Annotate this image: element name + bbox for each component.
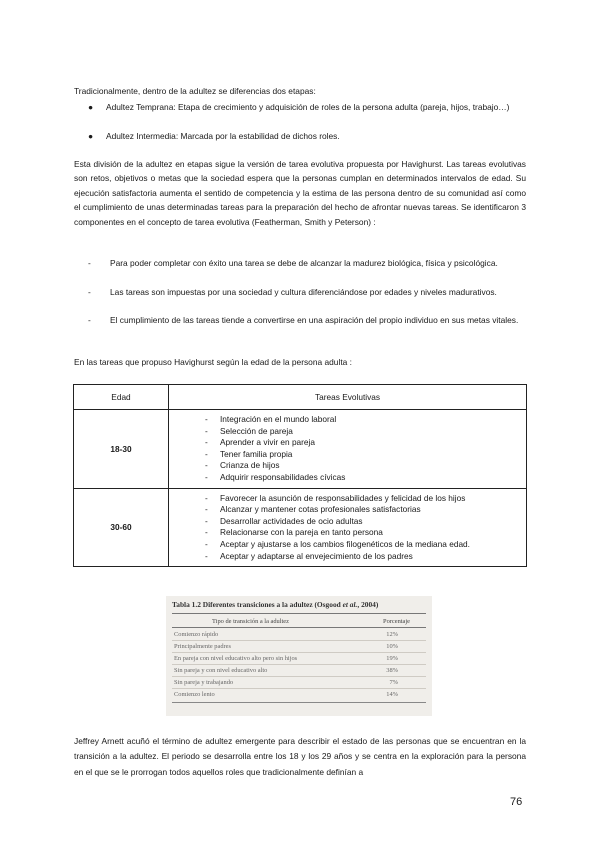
list-item: - Integración en el mundo laboral (205, 414, 526, 426)
tareas-list (169, 414, 526, 484)
list-item: - Relacionarse con la pareja en tanto persona (205, 527, 526, 539)
osgood-caption: Tabla 1.2 Diferentes transiciones a la adultez (Osgood et al., 2004) (172, 600, 379, 609)
tareas-cell (169, 410, 527, 489)
header-tareas: Tareas Evolutivas (169, 385, 527, 410)
tareas-cell (169, 488, 527, 567)
table-row: Comienzo lento 14% (174, 691, 398, 698)
list-item: - Alcanzar y mantener cotas profesionales satisfactorias (205, 504, 526, 516)
etapa-item (88, 129, 526, 143)
list-item: - Aceptar y ajustarse a los cambios filogenéticos de la mediana edad. (205, 539, 526, 551)
etapa-item (88, 100, 526, 114)
intro-text: Tradicionalmente, dentro de la adultez se diferencias dos etapas: (74, 86, 316, 96)
table-row: En pareja con nivel educativo alto pero sin hijos 19% (172, 653, 426, 665)
divider (172, 702, 426, 703)
tareas-list (169, 493, 526, 563)
edad-cell: 18-30 (74, 410, 169, 489)
component-item (88, 313, 526, 327)
osgood-table-image (166, 596, 432, 716)
table-row (74, 410, 527, 489)
edad-cell: 30-60 (74, 488, 169, 567)
divider (172, 613, 426, 614)
list-item: - Aceptar y adaptarse al envejecimiento de los padres (205, 551, 526, 563)
havighurst-paragraph: Esta división de la adultez en etapas sigue la versión de tarea evolutiva propuesta por Havighurst. Las tareas evolutivas son retos, objetivos o metas que la sociedad espera que la personas cumplan en determinados intervalos de edad. Su ejecución satisfactoria aumenta el sentido de competencia y la estima de las persona dentro de su comunidad así como el cumplimiento de unas determinadas tareas para la preparación del hecho de afrontar nuevas tareas. Se identificaron 3 componentes en el concepto de tarea evolutiva (Featherman, Smith y Peterson) : (74, 159, 526, 227)
etapa-text: Adultez Temprana: Etapa de crecimiento y adquisición de roles de la persona adulta (pareja, hijos, trabajo…) (106, 102, 510, 112)
component-text: El cumplimiento de las tareas tiende a convertirse en una aspiración del propio individuo en sus metas vitales. (110, 315, 519, 325)
dash-marker: - (88, 287, 91, 297)
table-header-row (74, 385, 527, 410)
table-row: Comienzo rápido 12% (172, 629, 426, 641)
list-item: - Selección de pareja (205, 426, 526, 438)
etapa-text: Adultez Intermedia: Marcada por la estabilidad de dichos roles. (106, 131, 340, 141)
arnett-paragraph: Jeffrey Arnett acuñó el término de adultez emergente para describir el estado de las personas que se encuentran en la transición a la adultez. El periodo se desarrolla entre los 18 y los 29 años y se centra en la exploración para la persona en el que se le prorrogan todos aquellos roles que tradicionalmente definían a (74, 736, 526, 777)
component-text: Las tareas son impuestas por una sociedad y cultura diferenciándose por edades y niveles madurativos. (110, 287, 497, 297)
table-row: Sin pareja y trabajando 7% (172, 677, 426, 689)
havighurst-table (73, 384, 527, 567)
component-text: Para poder completar con éxito una tarea se debe de alcanzar la madurez biológica, física y psicológica. (110, 258, 498, 268)
divider (172, 627, 426, 628)
table-row: Principalmente padres 10% (172, 641, 426, 653)
list-item: - Tener familia propia (205, 449, 526, 461)
osgood-header: Tipo de transición a la adultez Porcentaje (212, 618, 410, 625)
header-edad: Edad (74, 385, 169, 410)
list-item: - Crianza de hijos (205, 460, 526, 472)
list-item: - Aprender a vivir en pareja (205, 437, 526, 449)
table-row: Sin pareja y con nivel educativo alto 38% (172, 665, 426, 677)
table-row (74, 488, 527, 567)
bullet-icon: ● (88, 102, 94, 112)
dash-marker: - (88, 258, 91, 268)
table-intro: En las tareas que propuso Havighurst según la edad de la persona adulta : (74, 357, 352, 367)
component-item (88, 256, 526, 270)
list-item: - Favorecer la asunción de responsabilidades y felicidad de los hijos (205, 493, 526, 505)
component-item (88, 285, 526, 299)
bullet-icon: ● (88, 131, 94, 141)
dash-marker: - (88, 315, 91, 325)
list-item: - Desarrollar actividades de ocio adultas (205, 516, 526, 528)
list-item: - Adquirir responsabilidades cívicas (205, 472, 526, 484)
page-number: 76 (510, 796, 523, 808)
